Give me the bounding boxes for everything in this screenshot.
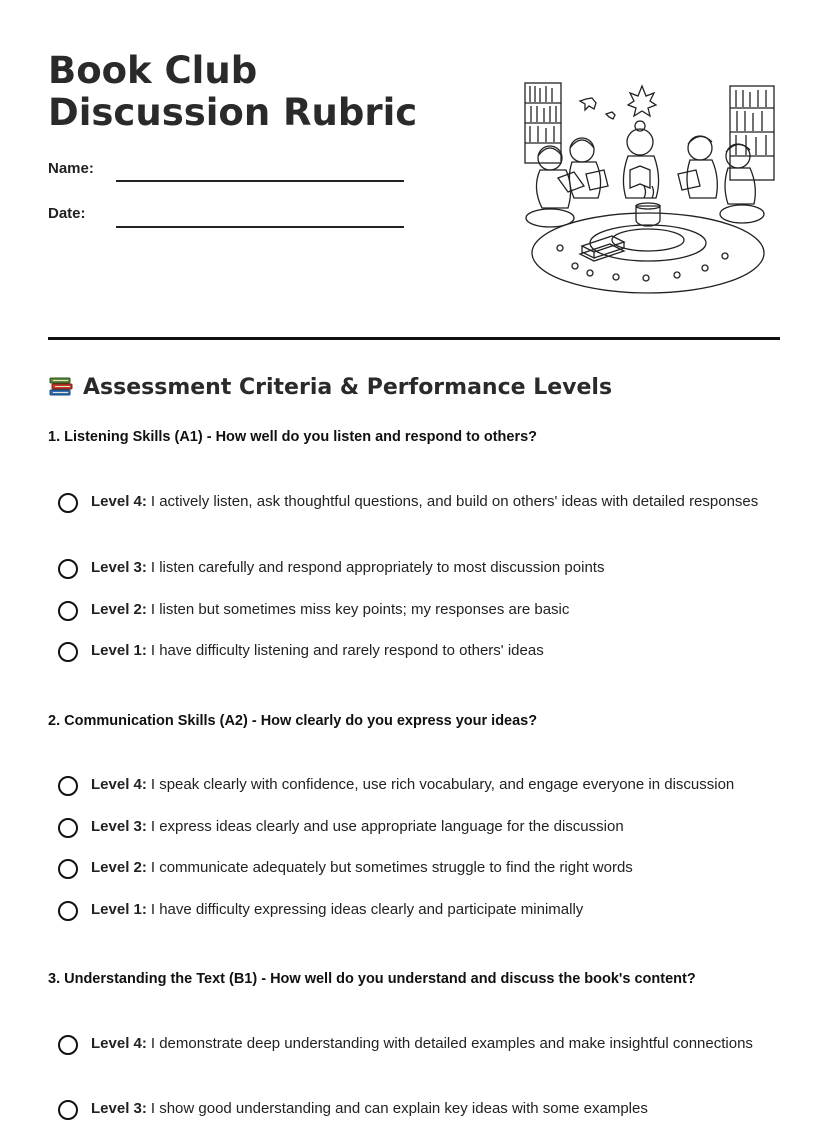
- level-label: Level 4:: [91, 776, 147, 793]
- bookshelf-right: [730, 86, 774, 180]
- radio-button[interactable]: [58, 901, 78, 921]
- level-label: Level 2:: [91, 601, 147, 618]
- level-description: I actively listen, ask thoughtful questions, and build on others' ideas with detailed responses: [150, 493, 759, 510]
- leaf-icon: [606, 112, 615, 119]
- level-description: I speak clearly with confidence, use rich vocabulary, and engage everyone in discussion: [150, 776, 735, 793]
- question-1: 1. Listening Skills (A1) - How well do you listen and respond to others?: [48, 429, 538, 445]
- date-label: Date:: [48, 205, 86, 222]
- level-label: Level 3:: [91, 1100, 147, 1117]
- q2-level-3-option[interactable]: [58, 814, 768, 840]
- book-stack: [580, 236, 624, 261]
- q2-level-4-option[interactable]: [58, 772, 768, 798]
- children-figures: [526, 121, 764, 227]
- section-title: [48, 374, 612, 400]
- level-description: I communicate adequately but sometimes struggle to find the right words: [150, 859, 633, 876]
- level-label: Level 3:: [91, 818, 147, 835]
- level-label: Level 4:: [91, 493, 147, 510]
- radio-button[interactable]: [58, 1100, 78, 1120]
- q1-level-1-option[interactable]: [58, 638, 768, 664]
- level-label: Level 1:: [91, 642, 147, 659]
- leaf-icon: [628, 86, 656, 116]
- level-description: I have difficulty expressing ideas clearly and participate minimally: [150, 901, 584, 918]
- level-description: I listen but sometimes miss key points; my responses are basic: [150, 601, 570, 618]
- name-label: Name:: [48, 160, 94, 177]
- leaf-icon: [580, 98, 596, 110]
- q2-level-1-option[interactable]: [58, 897, 768, 923]
- radio-button[interactable]: [58, 493, 78, 513]
- level-description: I have difficulty listening and rarely respond to others' ideas: [150, 642, 544, 659]
- q3-level-4-option[interactable]: [58, 1031, 768, 1057]
- level-label: Level 3:: [91, 559, 147, 576]
- q3-level-3-option[interactable]: [58, 1096, 768, 1122]
- name-field[interactable]: [116, 180, 404, 182]
- header-divider: [48, 337, 780, 340]
- question-3: 3. Understanding the Text (B1) - How well do you understand and discuss the book's content?: [48, 971, 696, 987]
- level-description: I show good understanding and can explain key ideas with some examples: [150, 1100, 648, 1117]
- radio-button[interactable]: [58, 859, 78, 879]
- level-description: I listen carefully and respond appropriately to most discussion points: [150, 559, 605, 576]
- page-title: Book Club Discussion Rubric: [48, 49, 418, 134]
- radio-button[interactable]: [58, 818, 78, 838]
- level-label: Level 4:: [91, 1035, 147, 1052]
- question-2: 2. Communication Skills (A2) - How clearly do you express your ideas?: [48, 713, 538, 729]
- radio-button[interactable]: [58, 1035, 78, 1055]
- q1-level-2-option[interactable]: [58, 597, 768, 623]
- radio-button[interactable]: [58, 601, 78, 621]
- books-icon: [48, 374, 74, 400]
- book-club-illustration: [520, 78, 780, 298]
- date-field[interactable]: [116, 226, 404, 228]
- level-description: I demonstrate deep understanding with detailed examples and make insightful connections: [150, 1035, 753, 1052]
- q1-level-4-option[interactable]: [58, 489, 768, 515]
- section-title-text: Assessment Criteria & Performance Levels: [83, 374, 613, 400]
- radio-button[interactable]: [58, 642, 78, 662]
- radio-button[interactable]: [58, 559, 78, 579]
- radio-button[interactable]: [58, 776, 78, 796]
- q1-level-3-option[interactable]: [58, 555, 768, 581]
- level-label: Level 2:: [91, 859, 147, 876]
- level-label: Level 1:: [91, 901, 147, 918]
- q2-level-2-option[interactable]: [58, 855, 768, 881]
- level-description: I express ideas clearly and use appropriate language for the discussion: [150, 818, 624, 835]
